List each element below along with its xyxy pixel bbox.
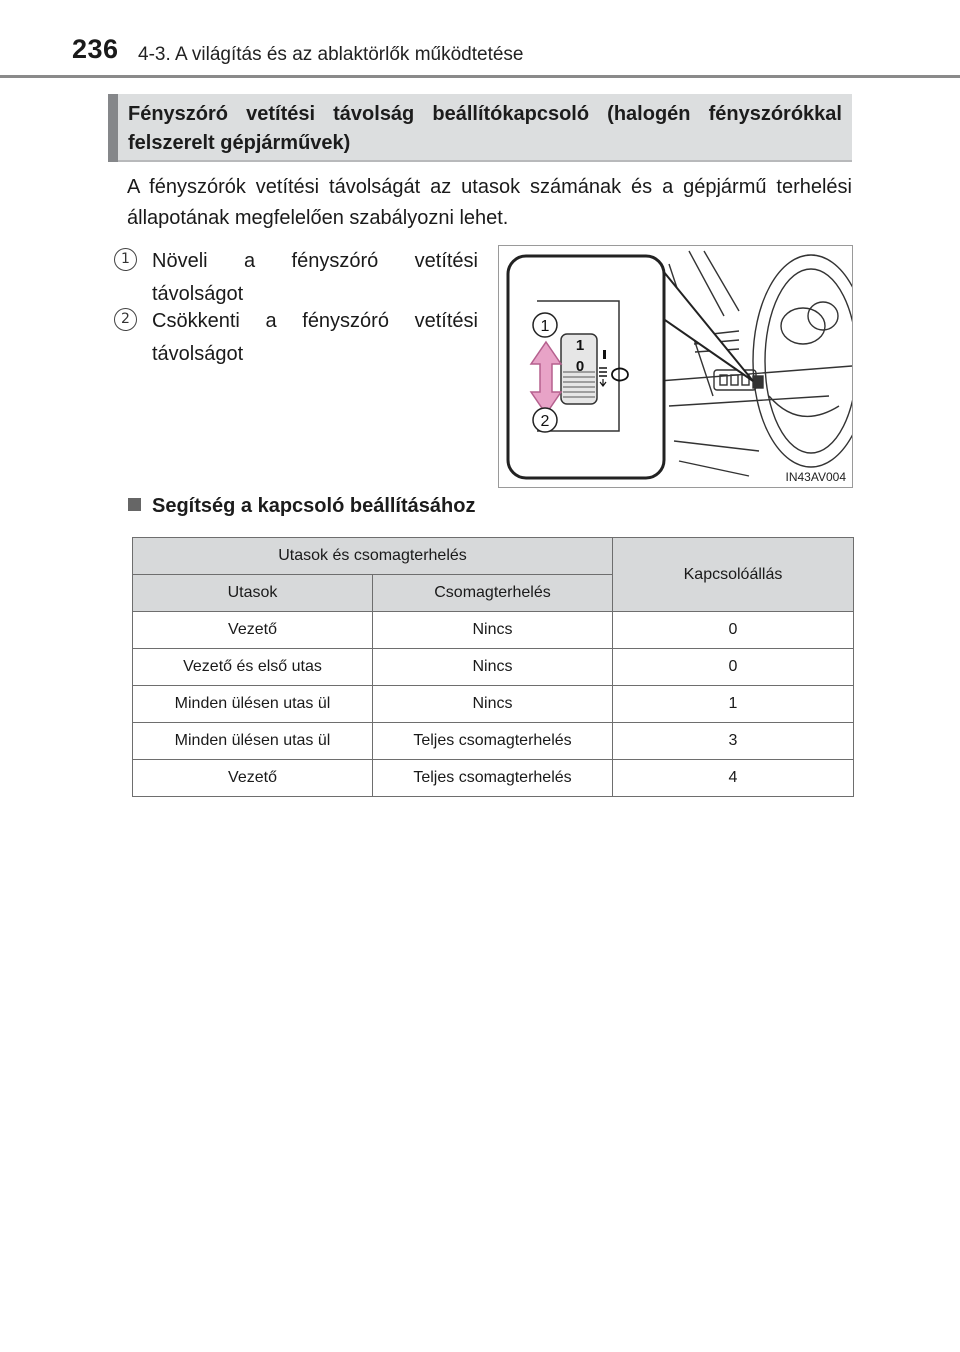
section-accent-bar (108, 94, 118, 162)
cell-load: Nincs (373, 612, 613, 649)
cell-load: Teljes csomagterhelés (373, 760, 613, 797)
table-row (133, 686, 854, 723)
cell-position: 0 (613, 612, 854, 649)
legend-text: Csökkenti a fényszóró vetítési távolságot (152, 310, 478, 365)
subheading-text: Segítség a kapcsoló beállításához (152, 495, 476, 517)
table-row (133, 760, 854, 797)
switch-position-table (132, 537, 854, 797)
page-header (0, 0, 960, 80)
intro-paragraph: A fényszórók vetítési távolságát az utasok számának és a gépjármű terhelési állapotának megfelelően szabályozni lehet. (127, 176, 852, 229)
table-group-header: Utasok és csomagterhelés (133, 538, 613, 575)
section-title: Fényszóró vetítési távolság beállítókapcsoló (halogén fényszórókkal felszerelt gépjárművek) (128, 103, 842, 154)
table-row (133, 649, 854, 686)
cell-position: 4 (613, 760, 854, 797)
subheading (128, 495, 475, 518)
square-bullet-icon (128, 498, 141, 511)
cell-passengers: Vezető (133, 612, 373, 649)
headlight-leveling-figure (498, 245, 853, 488)
table-position-header: Kapcsolóállás (613, 538, 854, 612)
table-row (133, 723, 854, 760)
cell-position: 0 (613, 649, 854, 686)
cell-position: 1 (613, 686, 854, 723)
cell-passengers: Vezető (133, 760, 373, 797)
cell-load: Teljes csomagterhelés (373, 723, 613, 760)
section-heading-box (108, 94, 852, 162)
cell-load: Nincs (373, 686, 613, 723)
legend-number: 1 (114, 248, 137, 271)
dial-marking-0: 0 (575, 358, 585, 375)
header-rule (0, 75, 960, 78)
cell-load: Nincs (373, 649, 613, 686)
cell-position: 3 (613, 723, 854, 760)
table-col-load: Csomagterhelés (373, 575, 613, 612)
cell-passengers: Minden ülésen utas ül (133, 723, 373, 760)
legend-number: 2 (114, 308, 137, 331)
dashboard-illustration (499, 246, 852, 487)
callout-1-label: 1 (540, 318, 550, 335)
dial-marking-1: 1 (575, 337, 585, 354)
page-number: 236 (72, 34, 119, 64)
cell-passengers: Minden ülésen utas ül (133, 686, 373, 723)
figure-code: IN43AV004 (785, 470, 846, 484)
table-col-passengers: Utasok (133, 575, 373, 612)
chapter-title: 4-3. A világítás és az ablaktörlők működtetése (138, 44, 524, 65)
legend-text: Növeli a fényszóró vetítési távolságot (152, 250, 478, 305)
cell-passengers: Vezető és első utas (133, 649, 373, 686)
table-row (133, 612, 854, 649)
callout-2-label: 2 (540, 413, 550, 430)
table-header-row (133, 538, 854, 575)
